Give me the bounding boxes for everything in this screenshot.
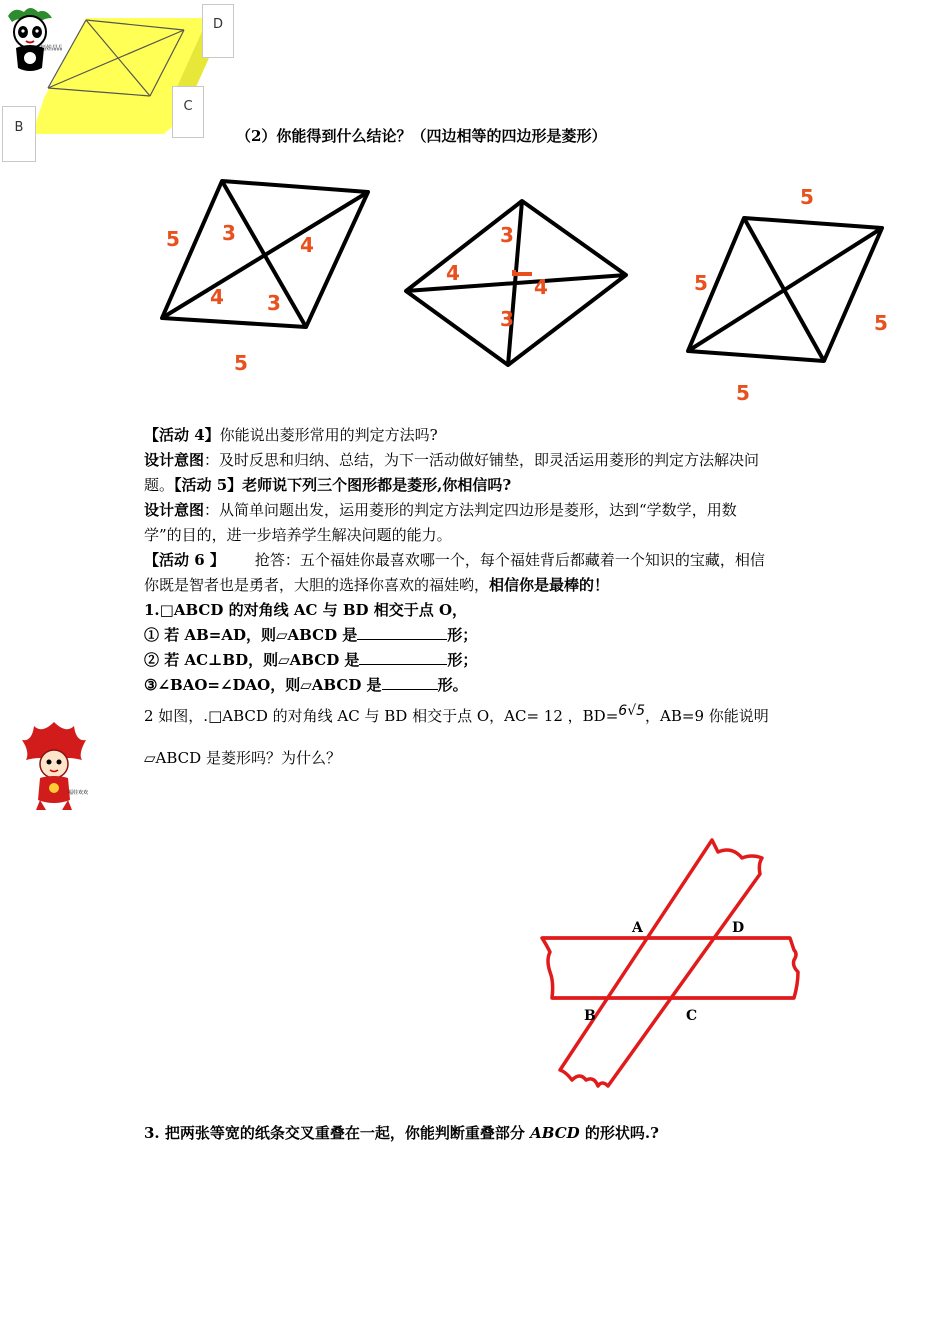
activity6-text: 你既是智者也是勇者，大胆的选择你喜欢的福娃哟， <box>144 576 490 594</box>
half-diagonal-label: 3 <box>500 307 514 331</box>
design-intent-label: 设计意图 <box>144 451 205 469</box>
rhombus-figure-2 <box>396 190 636 380</box>
activity4-title: 【活动 4】 <box>144 426 220 444</box>
strip-vertex-c: C <box>686 1008 698 1024</box>
answer-blank[interactable] <box>359 648 447 665</box>
question1-item2: ② 若 AC⊥BD，则▱ABCD 是 形； <box>144 648 477 672</box>
half-diagonal-label: 3 <box>500 223 514 247</box>
side-label: 5 <box>800 185 814 209</box>
strip-vertex-a: A <box>632 920 643 936</box>
half-diagonal-label: 3 <box>222 221 236 245</box>
answer-blank[interactable] <box>357 623 447 640</box>
question1-item3: ③∠BAO=∠DAO，则▱ABCD 是 形。 <box>144 673 468 697</box>
side-label: 5 <box>234 351 248 375</box>
design-intent-text: ：从简单问题出发，运用菱形的判定方法判定四边形是菱形，达到“学数学，用数 <box>204 501 737 519</box>
design-intent-text: ：及时反思和归纳、总结，为下一活动做好铺垫，即灵活运用菱形的判定方法解决问 <box>204 451 760 469</box>
question1-item1: ① 若 AB=AD，则▱ABCD 是 形； <box>144 623 477 647</box>
design-intent-text: 题。 <box>144 476 175 494</box>
rhombus-figure-3 <box>680 178 910 408</box>
vertex-label-b: B <box>2 106 36 162</box>
side-label: 5 <box>694 271 708 295</box>
activity6-line2 <box>144 573 609 597</box>
side-label: 5 <box>736 381 750 405</box>
design-intent-1-line2 <box>144 473 511 497</box>
fire-mascot-image <box>16 720 92 816</box>
activity6-line1 <box>144 548 765 572</box>
conclusion-question: （2）你能得到什么结论？（四边相等的四边形是菱形） <box>236 127 607 145</box>
design-intent-2-line1 <box>144 498 737 522</box>
svg-text:福娃晶晶: 福娃晶晶 <box>40 45 62 52</box>
activity6-text: 抢答：五个福娃你最喜欢哪一个，每个福娃背后都藏着一个知识的宝藏，相信 <box>254 551 765 569</box>
crossed-strips-figure <box>536 834 808 1096</box>
design-intent-1-line1 <box>144 448 759 472</box>
strip-vertex-d: D <box>732 920 745 936</box>
bd-value-handwritten: 6√5 <box>618 703 646 719</box>
half-diagonal-label: 4 <box>210 285 224 309</box>
side-label: 5 <box>874 311 888 335</box>
design-intent-2-line2: 学”的目的，进一步培养学生解决问题的能力。 <box>144 526 452 544</box>
half-diagonal-label: 3 <box>267 291 281 315</box>
side-label: 5 <box>166 227 180 251</box>
vertex-label-d: D <box>202 4 234 58</box>
activity5-title: 【活动 5】老师说下列三个图形都是菱形,你相信吗? <box>174 476 512 494</box>
activity4-line <box>144 423 438 447</box>
half-diagonal-label: 4 <box>534 275 548 299</box>
vertex-label-c: C <box>172 86 204 138</box>
svg-text:福娃欢欢: 福娃欢欢 <box>68 790 89 796</box>
rhombus-figure-1 <box>150 170 390 380</box>
activity6-encouragement: 相信你是最棒的！ <box>489 576 610 594</box>
half-diagonal-label: 4 <box>446 261 460 285</box>
activity4-text: 你能说出菱形常用的判定方法吗? <box>219 426 438 444</box>
question1-stem: 1.□ABCD 的对角线 AC 与 BD 相交于点 O， <box>144 601 468 619</box>
design-intent-label: 设计意图 <box>144 501 205 519</box>
question2-line2: ▱ABCD 是菱形吗？为什么？ <box>144 749 341 767</box>
strip-vertex-b: B <box>584 1008 596 1024</box>
activity6-title: 【活动 6 】 <box>144 551 225 569</box>
question2-line1: 2 如图，.□ABCD 的对角线 AC 与 BD 相交于点 O，AC= 12 ，BD=6√5，AB=9 你能说明 <box>144 703 769 725</box>
half-diagonal-label: 4 <box>300 233 314 257</box>
answer-blank[interactable] <box>382 673 438 690</box>
question3: 3. 把两张等宽的纸条交叉重叠在一起，你能判断重叠部分 ABCD 的形状吗.? <box>144 1124 659 1142</box>
